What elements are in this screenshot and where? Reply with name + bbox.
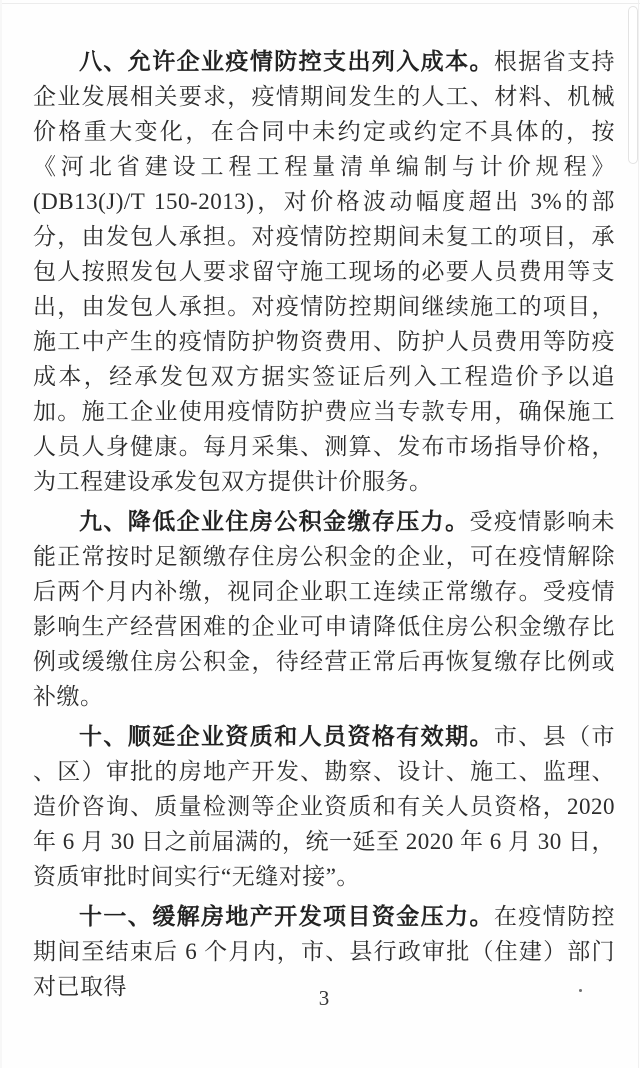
left-edge-shade (0, 0, 2, 1068)
paragraph-11-body: 在疫情防控期间至结束后 6 个月内，市、县行政审批（住建）部门对已取得 (33, 904, 616, 999)
paragraph-8-heading: 八、允许企业疫情防控支出列入成本。 (79, 49, 494, 74)
top-divider (0, 3, 640, 4)
paragraph-9-heading: 九、降低企业住房公积金缴存压力。 (79, 509, 470, 534)
policy-paragraph-10 (33, 719, 615, 894)
document-body (33, 44, 615, 1004)
scan-artifact-dot (579, 989, 582, 992)
paragraph-10-heading: 十、顺延企业资质和人员资格有效期。 (79, 724, 494, 749)
page-number: 3 (318, 986, 330, 1010)
paragraph-8-body: 根据省支持企业发展相关要求，疫情期间发生的人工、材料、机械价格重大变化，在合同中未约定或约定不具体的，按《河北省建设工程工程量清单编制与计价规程》(DB13(J)/T 150-2013)，对价格波动幅度超出 3%的部分，由发包人承担。对疫情防控期间未复工的项目，承包人按照发包人要求留守施工现场的必要人员费用等支出，由发包人承担。对疫情防控期间继续施工的项目，施工中产生的疫情防护物资费用、防护人员费用等防疫成本，经承发包双方据实签证后列入工程造价予以追加。施工企业使用疫情防护费应当专款专用，确保施工人员人身健康。每月采集、测算、发布市场指导价格，为工程建设承发包双方提供计价服务。 (33, 49, 616, 494)
right-edge-line (638, 0, 639, 1068)
policy-paragraph-8 (33, 44, 615, 499)
paragraph-10-body: 市、县（市 、区）审批的房地产开发、勘察、设计、施工、监理、造价咨询、质量检测等企业资质和有关人员资格，2020 年 6 月 30 日之前届满的，统一延至 2020 年 6 月 30 日，资质审批时间实行“无缝对接”。 (33, 724, 616, 889)
scrollbar-thumb[interactable] (628, 6, 638, 164)
policy-paragraph-9 (33, 504, 615, 714)
paragraph-11-heading: 十一、缓解房地产开发项目资金压力。 (79, 904, 494, 929)
paragraph-9-body: 受疫情影响未能正常按时足额缴存住房公积金的企业，可在疫情解除后两个月内补缴，视同企业职工连续正常缴存。受疫情影响生产经营困难的企业可申请降低住房公积金缴存比例或缓缴住房公积金，待经营正常后再恢复缴存比例或补缴。 (33, 509, 616, 709)
